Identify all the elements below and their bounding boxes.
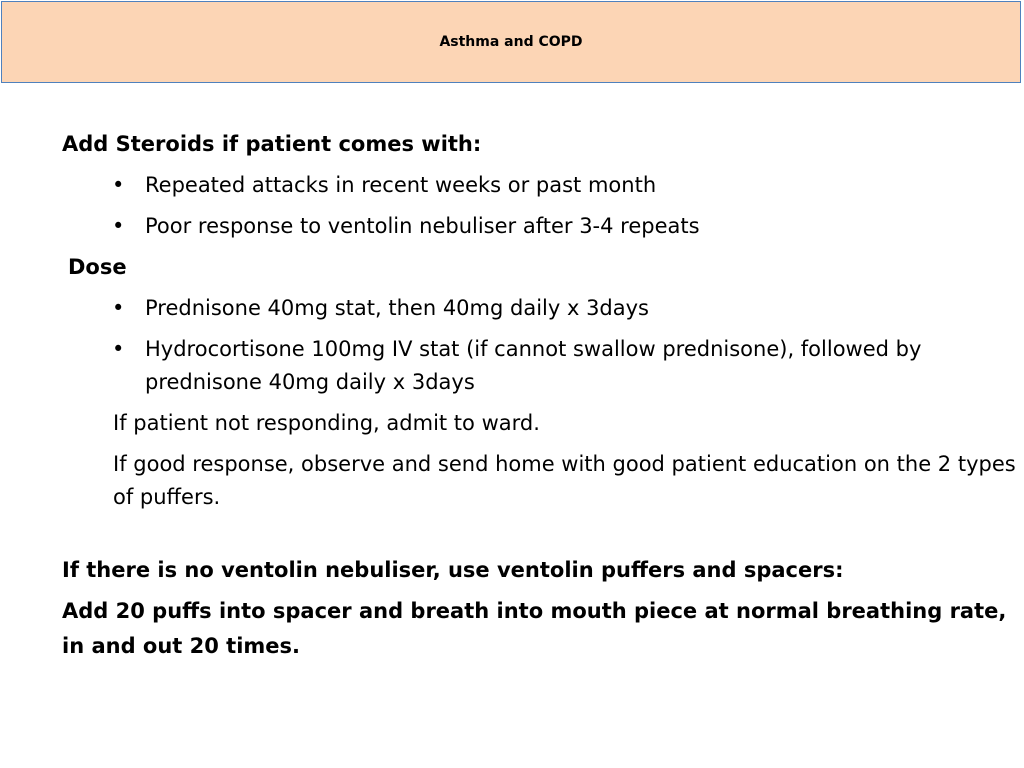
list-item [62,292,1017,325]
bullet-icon: • [112,214,125,238]
spacer-instructions-text: Add 20 puffs into spacer and breath into mouth piece at normal breathing rate, in and out 20 times. [62,599,1007,658]
not-responding-text: If patient not responding, admit to ward. [113,411,540,435]
dose-heading: Dose [68,255,127,279]
steroid-criterion-text: Repeated attacks in recent weeks or past month [145,173,657,197]
no-nebuliser-text: If there is no ventolin nebuliser, use ventolin puffers and spacers: [62,558,844,582]
dose-item-text: Hydrocortisone 100mg IV stat (if cannot swallow prednisone), followed by prednisone 40mg daily x 3days [145,337,922,394]
dose-item-text: Prednisone 40mg stat, then 40mg daily x 3days [145,296,649,320]
slide-title: Asthma and COPD [439,34,583,50]
steroids-heading: Add Steroids if patient comes with: [62,132,482,156]
spacer-gap [62,514,1017,547]
list-item [62,210,1017,243]
bullet-icon: • [112,337,125,361]
slide-content [62,128,1017,664]
bullet-icon: • [112,173,125,197]
slide-title-bar [1,1,1021,83]
steroid-criterion-text: Poor response to ventolin nebuliser after 3-4 repeats [145,214,700,238]
good-response-text: If good response, observe and send home with good patient education on the 2 types of puffers. [113,452,1016,509]
list-item [62,169,1017,202]
list-item [62,333,1017,399]
bullet-icon: • [112,296,125,320]
